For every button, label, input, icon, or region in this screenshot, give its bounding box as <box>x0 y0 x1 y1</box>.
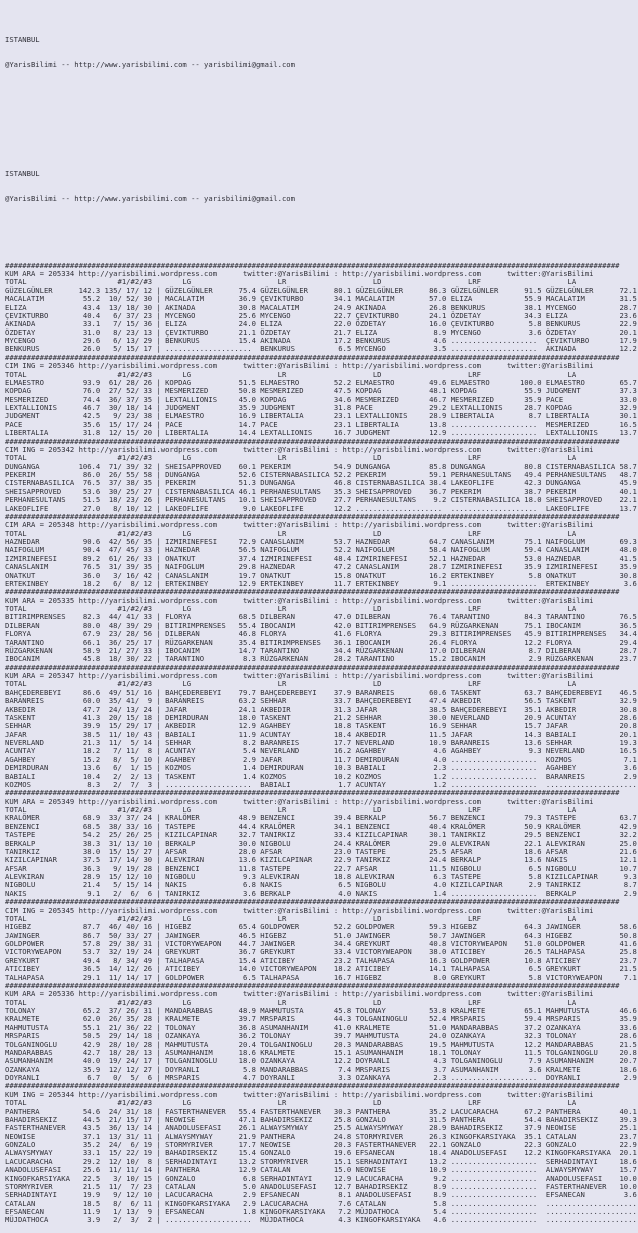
blank-line <box>5 220 638 228</box>
stats-row: NAKIS 9.1 2/ 6/ 6 | TANIRKIZ 3.6 BERKALP 4.0 NAKIS 1.4 .................... BERKALP 2.9 <box>5 888 637 898</box>
block-separator: ############################################################################################################################################## <box>5 587 620 597</box>
contact-line: @YarisBilimi -- http://www.yarisbilimi.com -- yarisbilimi@gmail.com <box>5 59 295 69</box>
block-separator: ############################################################################################################################################## <box>5 788 620 798</box>
stats-row: NEOWISE 37.1 13/ 31/ 11 | ALWAYSMYWAY 21.9 PANTHERA 24.8 STORMYRIVER 26.3 KINGOFKARSIYAKA 35.1 CATALAN 23.7 <box>5 1131 637 1141</box>
stats-row: ALWAYSMYWAY 33.1 15/ 22/ 19 | BAHADIRSEKIZ 15.4 GONZALO 19.6 EFSANECAN 18.4 ANADOLUSEFASI 12.2 KINGOFKARSIYAKA 20.1 <box>5 1148 637 1158</box>
stats-row: AGAHBEY 15.2 8/ 5/ 10 | AGAHBEY 2.9 JAFAR 11.7 DEMIRDURAN 4.0 .................... KOZMOS 7.1 <box>5 754 637 764</box>
stats-row: MYCENGO 29.6 6/ 13/ 29 | BENKURUS 15.4 AKINADA 17.2 BENKURUS 4.6 .................... ÇEVIKTURBO 17.9 <box>5 336 637 345</box>
stats-row: ALEVKIRAN 28.9 15/ 12/ 10 | NIGBOLU 9.3 ALEVKIRAN 18.8 ALEVKIRAN 6.3 TASTEPE 5.8 KIZILCAPINAR 9.3 <box>5 872 637 881</box>
stats-row: BAHADIRSEKIZ 44.5 21/ 15/ 17 | NEOWISE 47.1 BAHADIRSEKIZ 25.8 GONZALO 31.5 PANTHERA 54.4 BAHADIRSEKIZ 39.3 <box>5 1114 637 1124</box>
city-title: ISTANBUL <box>5 168 40 178</box>
stats-row: SERHADINTAYI 19.9 9/ 12/ 10 | LACUCARACHA 2.9 EFSANECAN 8.1 ANADOLUSEFASI 8.9 .................... EFSANECAN 3.6 <box>5 1190 637 1200</box>
stats-row: ELIZA 43.4 13/ 18/ 30 | AKINADA 30.8 MACALATIM 24.9 AKINADA 26.8 BENKURUS 38.1 MYCENGO 28.7 <box>5 302 637 312</box>
stats-row: IBOCANIM 45.8 18/ 30/ 22 | TARANTINO 8.3 RÜZGARKENAN 28.2 TARANTINO 15.2 IBOCANIM 2.9 RÜZGARKENAN 23.7 <box>5 654 637 664</box>
stats-row: ERTEKINBEY 18.2 6/ 8/ 12 | ERTEKINBEY 12.9 ERTEKINBEY 11.7 ERTEKINBEY 9.1 .................... ERTEKINBEY 3.6 <box>5 578 637 588</box>
race-blocks <box>5 262 638 1225</box>
stats-row: PERHANESULTANS 51.5 18/ 23/ 26 | PERHANESULTANS 10.1 SHEISAPPROVED 27.7 PERHANESULTANS 9.2 CISTERNABASILICA 18.0 SHEISAPPROVED 22.1 <box>5 495 637 505</box>
block-separator: ############################################################################################################################################## <box>5 511 620 521</box>
stats-row: ASUMANHANIM 40.0 19/ 24/ 17 | TOLGANINOGLU 18.0 OZANKAYA 12.2 DOYRANLI 4.3 TOLGANINOGLU 7.9 ASUMANHANIM 20.7 <box>5 1056 637 1066</box>
stats-row: OZANKAYA 35.9 12/ 12/ 27 | DOYRANLI 5.8 MANDARABBAS 7.4 MRSPARIS 3.7 ASUMANHANIM 3.6 KRALMETE 18.6 <box>5 1064 637 1074</box>
stats-row: VICTORYWEAPON 53.7 32/ 19/ 24 | GREYKURT 36.7 GREYKURT 33.4 VICTORYWEAPON 38.0 ATICIBEY 26.5 TALHAPASA 25.8 <box>5 947 637 957</box>
stats-row: LAKEOFLIFE 27.0 8/ 10/ 12 | LAKEOFLIFE 9.0 LAKEOFLIFE 12.2 .................... .................... LAKEOFLIFE 13.7 <box>5 503 637 513</box>
column-headers: TOTAL #1/#2/#3 LG LR LD LRF LA <box>5 369 577 379</box>
stats-row: FLORYA 67.9 23/ 28/ 56 | DILBERAN 46.8 FLORYA 41.6 FLORYA 29.3 BITIRIMPRENSES 45.9 BITIRIMPRENSES 34.4 <box>5 629 637 639</box>
column-headers: TOTAL #1/#2/#3 LG LR LD LRF LA <box>5 453 577 463</box>
stats-row: JAFAR 38.5 11/ 10/ 43 | BABIALI 11.9 ACUNTAY 18.4 AKBEDIR 11.5 JAFAR 14.3 BABIALI 20.1 <box>5 729 637 739</box>
stats-row: GONZALO 35.2 24/ 6/ 19 | STORMYRIVER 17.7 NEOWISE 20.3 FASTERTHANEVER 22.1 GONZALO 22.3 GONZALO 22.9 <box>5 1140 637 1149</box>
stats-row: GOLDPOWER 57.8 29/ 38/ 31 | VICTORYWEAPON 44.7 JAWINGER 34.4 GREYKURT 40.8 VICTORYWEAPON 51.0 GOLDPOWER 41.6 <box>5 939 637 948</box>
column-headers: TOTAL #1/#2/#3 LG LR LD LRF LA <box>5 997 577 1007</box>
stats-row: SHEISAPPROVED 53.6 30/ 25/ 27 | CISTERNABASILICA 46.1 PERHANESULTANS 35.3 SHEISAPPROVED 36.7 PEKERIM 38.7 PEKERIM 40.1 <box>5 486 637 496</box>
stats-row: JAWINGER 86.7 50/ 33/ 27 | JAWINGER 46.5 HIGEBZ 51.0 JAWINGER 50.7 JAWINGER 64.3 HIGEBZ 50.8 <box>5 930 637 940</box>
stats-row: BARANREIS 60.0 35/ 41/ 9 | BARANREIS 63.2 SEHHAR 33.7 BAHÇEDEREBEYI 47.4 AKBEDIR 56.5 TASKENT 32.9 <box>5 696 637 706</box>
block-separator: ############################################################################################################################################## <box>5 260 620 270</box>
stats-row: NIGBOLU 21.4 5/ 15/ 14 | NAKIS 6.8 NAKIS 6.5 NIGBOLU 4.0 KIZILCAPINAR 2.9 TANIRKIZ 8.7 <box>5 880 637 890</box>
block-separator: ############################################################################################################################################## <box>5 980 620 990</box>
block-header: CIM ARA = 205348 http://yarisbilimi.wordpress.com twitter:@YarisBilimi : http://yarisbilimi.wordpress.com twitter:@YarisBilimi <box>5 520 594 530</box>
blank-line <box>5 86 638 94</box>
stats-row: NEVERLAND 21.3 11/ 5/ 14 | SEHHAR 8.2 BARANREIS 17.7 NEVERLAND 10.9 BARANREIS 13.6 SEHHAR 19.3 <box>5 738 637 747</box>
column-headers: TOTAL #1/#2/#3 LG LR LD LRF LA <box>5 805 577 814</box>
stats-row: ACUNTAY 18.2 7/ 11/ 8 | ACUNTAY 5.4 NEVERLAND 16.2 AGAHBEY 4.6 AGAHBEY 9.3 NEVERLAND 16.5 <box>5 746 637 756</box>
stats-row: BERKALP 38.3 31/ 13/ 10 | BERKALP 30.0 NIGBOLU 24.4 KRALÖMER 29.0 ALEVKIRAN 22.1 ALEVKIRAN 25.0 <box>5 838 637 848</box>
stats-row: TOLONAY 65.2 37/ 26/ 31 | MANDARABBAS 48.9 MAHMUTUSTA 45.8 TOLONAY 53.8 KRALMETE 65.1 MAHMUTUSTA 46.6 <box>5 1006 637 1015</box>
letterhead-repeat <box>5 153 638 245</box>
stats-row: KINGOFKARSIYAKA 22.5 3/ 10/ 15 | GONZALO 6.8 SERHADINTAYI 12.9 LACUCARACHA 9.2 .................... ANADOLUSEFASI 10.0 <box>5 1173 637 1183</box>
stats-row: MANDARABBAS 42.7 18/ 28/ 13 | ASUMANHANIM 18.6 KRALMETE 15.1 ASUMANHANIM 18.1 TOLONAY 11.5 TOLGANINOGLU 20.8 <box>5 1047 637 1057</box>
block-header: KUM ARA = 205347 http://yarisbilimi.wordpress.com twitter:@YarisBilimi : http://yarisbilimi.wordpress.com twitter:@YarisBilimi <box>5 671 594 680</box>
stats-row: PANTHERA 54.6 24/ 31/ 18 | FASTERTHANEVER 55.4 FASTERTHANEVER 30.3 PANTHERA 35.2 LACUCARACHA 67.2 PANTHERA 40.1 <box>5 1106 637 1116</box>
block-header: KUM ARA = 205334 http://yarisbilimi.wordpress.com twitter:@YarisBilimi : http://yarisbilimi.wordpress.com twitter:@YarisBilimi <box>5 269 594 278</box>
stats-row: EFSANECAN 11.9 1/ 13/ 9 | EFSANECAN 1.8 KINGOFKARSIYAKA 7.2 MÜJDATHOCA 5.4 .................... ..................... <box>5 1207 637 1216</box>
stats-row: AFSAR 36.3 9/ 19/ 28 | BENZENCI 11.8 TASTEPE 22.7 AFSAR 11.5 NIGBOLU 6.5 NIGBOLU 10.7 <box>5 863 637 873</box>
stats-row: BABIALI 10.4 2/ 2/ 13 | TASKENT 1.4 KOZMOS 10.2 KOZMOS 1.2 .................... BARANREIS 2.9 <box>5 771 637 781</box>
stats-row: MESMERIZED 74.4 36/ 37/ 35 | LEXTALLIONIS 45.0 KOPDAG 34.6 MESMERIZED 46.7 MESMERIZED 35.9 PACE 33.0 <box>5 394 637 404</box>
stats-row: MRSPARIS 50.5 29/ 14/ 18 | OZANKAYA 36.2 TOLONAY 39.7 MAHMUTUSTA 24.0 OZANKAYA 32.3 TOLONAY 28.6 <box>5 1031 637 1041</box>
block-header: CIM ING = 205345 http://yarisbilimi.wordpress.com twitter:@YarisBilimi : http://yarisbilimi.wordpress.com twitter:@YarisBilimi <box>5 905 594 915</box>
stats-row: DOYRANLI 6.7 0/ 5/ 6 | MRSPARIS 4.7 DOYRANLI 3.3 OZANKAYA 2.3 .................... DOYRANLI 2.9 <box>5 1073 637 1082</box>
stats-row: CANASLANIM 76.5 31/ 39/ 35 | NAIFOGLUM 29.8 HAZNEDAR 47.2 CANASLANIM 28.7 IZMIRINEFESI 35.9 IZMIRINEFESI 35.9 <box>5 562 637 572</box>
stats-row: BENKURUS 26.0 5/ 15/ 17 | .................... BENKURUS 6.5 MYCENGO 3.5 .................... AKINADA 12.2 <box>5 344 637 354</box>
stats-row: TANIRKIZ 38.0 15/ 15/ 27 | AFSAR 28.0 AFSAR 23.0 TASTEPE 25.5 AFSAR 18.6 AFSAR 21.6 <box>5 846 637 856</box>
block-header: KUM ING = 205344 http://yarisbilimi.wordpress.com twitter:@YarisBilimi : http://yarisbilimi.wordpress.com twitter:@YarisBilimi <box>5 1089 594 1099</box>
stats-row: SEHHAR 39.9 15/ 29/ 17 | AKBEDIR 12.9 AGAHBEY 18.8 TASKENT 16.9 SEHHAR 15.7 JAFAR 20.8 <box>5 721 637 731</box>
stats-row: TALHAPASA 29.1 11/ 14/ 17 | GOLDPOWER 6.5 TALHAPASA 16.7 HIGEBZ 8.0 GREYKURT 5.8 VICTORYWEAPON 7.1 <box>5 972 637 982</box>
stats-row: MAHMUTUSTA 55.1 21/ 36/ 22 | TOLONAY 36.8 ASUMANHANIM 41.0 KRALMETE 51.0 MANDARABBAS 37.2 OZANKAYA 33.6 <box>5 1022 637 1032</box>
stats-row: GREYKURT 49.4 8/ 34/ 49 | TALHAPASA 15.4 ATICIBEY 23.2 TALHAPASA 16.3 GOLDPOWER 10.8 ATICIBEY 23.7 <box>5 955 637 965</box>
stats-row: CATALAN 18.5 8/ 6/ 11 | KINGOFKARSIYAKA 2.9 LACUCARACHA 7.6 CATALAN 5.8 .................... ..................... <box>5 1198 637 1208</box>
stats-row: ATICIBEY 36.5 14/ 12/ 26 | ATICIBEY 14.0 VICTORYWEAPON 18.2 ATICIBEY 14.1 TALHAPASA 6.5 GREYKURT 21.5 <box>5 964 637 974</box>
stats-row: AKINADA 33.1 7/ 15/ 36 | ELIZA 24.0 ELIZA 22.0 ÖZDETAY 16.0 ÇEVIKTURBO 5.8 BENKURUS 22.9 <box>5 319 637 329</box>
stats-row: NAIFOGLUM 90.4 47/ 45/ 33 | HAZNEDAR 56.5 NAIFOGLUM 52.2 NAIFOGLUM 58.4 NAIFOGLUM 59.4 CANASLANIM 48.0 <box>5 545 637 555</box>
column-headers: TOTAL #1/#2/#3 LG LR LD LRF LA <box>5 528 577 538</box>
stats-row: HIGEBZ 87.7 46/ 40/ 16 | HIGEBZ 65.4 GOLDPOWER 52.2 GOLDPOWER 59.3 HIGEBZ 64.3 JAWINGER 58.6 <box>5 922 637 932</box>
stats-row: ELMAESTRO 93.9 61/ 28/ 26 | KOPDAG 51.5 ELMAESTRO 52.2 ELMAESTRO 49.6 ELMAESTRO 100.0 ELMAESTRO 65.7 <box>5 377 637 387</box>
block-header: CIM ING = 205346 http://yarisbilimi.wordpress.com twitter:@YarisBilimi : http://yarisbilimi.wordpress.com twitter:@YarisBilimi <box>5 361 594 371</box>
stats-row: TOLGANINOGLU 42.9 28/ 10/ 28 | MAHMUTUSTA 20.4 TOLGANINOGLU 20.3 MANDARABBAS 19.5 MAHMUTUSTA 12.2 MANDARABBAS 21.5 <box>5 1039 637 1049</box>
stats-row: ÖZDETAY 31.0 8/ 23/ 13 | ÇEVIKTURBO 21.1 ÖZDETAY 21.7 ELIZA 8.9 MYCENGO 3.6 ÖZDETAY 20.1 <box>5 327 637 337</box>
stats-row: DUNGANGA 106.4 71/ 39/ 32 | SHEISAPPROVED 60.1 PEKERIM 54.9 DUNGANGA 85.8 DUNGANGA 80.8 CISTERNABASILICA 58.7 <box>5 461 637 471</box>
block-header: CIM ING = 205342 http://yarisbilimi.wordpress.com twitter:@YarisBilimi : http://yarisbilimi.wordpress.com twitter:@YarisBilimi <box>5 444 594 454</box>
stats-row: LACUCARACHA 29.2 12/ 10/ 8 | SERHADINTAYI 13.2 STORMYRIVER 15.1 SERHADINTAYI 13.2 .................... SERHADINTAYI 18.6 <box>5 1156 637 1166</box>
stats-row: TARANTINO 66.1 36/ 25/ 17 | RÜZGARKENAN 35.4 BITIRIMPRENSES 36.1 IBOCANIM 26.4 FLORYA 12.2 FLORYA 29.4 <box>5 637 637 647</box>
stats-row: AKBEDIR 47.7 24/ 13/ 24 | JAFAR 24.1 AKBEDIR 31.3 JAFAR 38.5 BAHÇEDEREBEYI 35.1 AKBEDIR 30.8 <box>5 704 637 714</box>
stats-row: MACALATIM 55.2 10/ 52/ 30 | MACALATIM 36.9 ÇEVIKTURBO 34.1 MACALATIM 57.0 ELIZA 55.9 MACALATIM 31.5 <box>5 294 637 304</box>
stats-row: RÜZGARKENAN 58.9 21/ 27/ 33 | IBOCANIM 14.7 TARANTINO 34.4 RÜZGARKENAN 17.0 DILBERAN 8.7 DILBERAN 28.7 <box>5 645 637 655</box>
stats-row: TASTEPE 54.2 25/ 26/ 25 | KIZILCAPINAR 32.7 TANIRKIZ 33.4 KIZILCAPINAR 30.1 TANIRKIZ 29.5 BENZENCI 32.2 <box>5 830 637 840</box>
block-separator: ############################################################################################################################################## <box>5 662 620 672</box>
column-headers: TOTAL #1/#2/#3 LG LR LD LRF LA <box>5 679 577 689</box>
stats-row: DEMIRDURAN 13.6 6/ 1/ 15 | KOZMOS 1.4 DEMIRDURAN 10.3 BABIALI 2.3 .................... AGAHBEY 3.6 <box>5 763 637 773</box>
column-headers: TOTAL #1/#2/#3 LG LR LD LRF LA <box>5 1098 577 1108</box>
block-separator: ############################################################################################################################################## <box>5 1081 620 1091</box>
block-header: KUM ARA = 205349 http://yarisbilimi.wordpress.com twitter:@YarisBilimi : http://yarisbilimi.wordpress.com twitter:@YarisBilimi <box>5 796 594 806</box>
stats-row: BITIRIMPRENSES 82.3 44/ 41/ 33 | FLORYA 68.5 DILBERAN 47.0 DILBERAN 76.4 TARANTINO 84.3 TARANTINO 76.5 <box>5 612 637 622</box>
stats-row: TASKENT 41.3 20/ 15/ 18 | DEMIRDURAN 18.0 TASKENT 21.2 SEHHAR 30.0 NEVERLAND 20.9 ACUNTAY 28.6 <box>5 712 637 722</box>
city-title: ISTANBUL <box>5 34 40 44</box>
letterhead-top <box>5 19 638 136</box>
stats-row: HAZNEDAR 90.6 42/ 56/ 35 | IZMIRINEFESI 72.9 CANASLANIM 53.7 HAZNEDAR 64.7 CANASLANIM 75.1 NAIFOGLUM 69.3 <box>5 537 637 546</box>
stats-row: STORMYRIVER 21.5 11/ 7/ 23 | CATALAN 5.0 ANADOLUSEFASI 12.7 BAHADIRSEKIZ 8.9 .................... FASTERTHANEVER 10.0 <box>5 1181 637 1191</box>
stats-row: BENZENCI 68.5 38/ 33/ 16 | TASTEPE 44.4 KRALÖMER 34.1 BENZENCI 40.4 KRALÖMER 50.9 KRALÖMER 42.9 <box>5 821 637 831</box>
stats-row: KRALÖMER 68.9 33/ 37/ 24 | KRALÖMER 48.9 BENZENCI 39.4 BERKALP 56.7 BENZENCI 79.3 TASTEPE 63.7 <box>5 813 637 823</box>
stats-row: PACE 35.6 15/ 17/ 24 | PACE 14.7 PACE 23.1 LIBERTALIA 13.8 .................... MESMERIZED 16.5 <box>5 419 637 429</box>
stats-row: ANADOLUSEFASI 25.6 11/ 11/ 14 | PANTHERA 12.9 CATALAN 15.0 NEOWISE 10.9 .................... ALWAYSMYWAY 15.7 <box>5 1165 637 1175</box>
blank-line <box>5 111 638 119</box>
block-separator: ############################################################################################################################################## <box>5 436 620 446</box>
block-separator: ############################################################################################################################################## <box>5 352 620 362</box>
stats-row: JUDGMENT 42.5 9/ 23/ 38 | ELMAESTRO 16.9 LIBERTALIA 23.1 LEXTALLIONIS 28.9 LIBERTALIA 8.7 LIBERTALIA 30.1 <box>5 411 637 421</box>
contact-line: @YarisBilimi -- http://www.yarisbilimi.com -- yarisbilimi@gmail.com <box>5 193 295 203</box>
column-headers: TOTAL #1/#2/#3 LG LR LD LRF LA <box>5 913 577 923</box>
stats-row: FASTERTHANEVER 43.5 36/ 13/ 14 | ANADOLUSEFASI 26.1 ALWAYSMYWAY 25.5 ALWAYSMYWAY 28.9 BAHADIRSEKIZ 37.9 NEOWISE 25.1 <box>5 1123 637 1133</box>
stats-row: KOZMOS 8.3 2/ 7/ 3 | .................... BABIALI 1.7 ACUNTAY 1.2 .................... ..................... <box>5 779 637 789</box>
stats-row: DILBERAN 80.0 48/ 39/ 29 | BITIRIMPRENSES 55.4 IBOCANIM 42.0 BITIRIMPRENSES 64.9 RÜZGARKENAN 75.1 IBOCANIM 36.5 <box>5 620 637 630</box>
block-header: KUM ARA = 205335 http://yarisbilimi.wordpress.com twitter:@YarisBilimi : http://yarisbilimi.wordpress.com twitter:@YarisBilimi <box>5 595 594 605</box>
stats-row: ONATKUT 36.0 3/ 16/ 42 | CANASLANIM 19.7 ONATKUT 15.8 ONATKUT 16.2 ERTEKINBEY 5.8 ONATKUT 30.8 <box>5 570 637 580</box>
stats-row: IZMIRINEFESI 89.2 61/ 26/ 33 | ONATKUT 37.4 IZMIRINEFESI 48.4 IZMIRINEFESI 52.1 HAZNEDAR 53.0 HAZNEDAR 41.5 <box>5 553 637 563</box>
stats-row: PEKERIM 86.0 26/ 55/ 58 | DUNGANGA 52.6 CISTERNABASILICA 52.2 PEKERIM 59.1 PERHANESULTANS 49.4 PERHANESULTANS 48.7 <box>5 470 637 479</box>
stats-row: KRALMETE 62.0 26/ 35/ 28 | KRALMETE 39.7 MRSPARIS 44.3 TOLGANINOGLU 52.4 MRSPARIS 59.4 MRSPARIS 35.9 <box>5 1014 637 1024</box>
block-separator: ############################################################################################################################################## <box>5 897 620 907</box>
column-headers: TOTAL #1/#2/#3 LG LR LD LRF LA <box>5 277 577 287</box>
block-header: KUM ARA = 205336 http://yarisbilimi.wordpress.com twitter:@YarisBilimi : http://yarisbilimi.wordpress.com twitter:@YarisBilimi <box>5 989 594 999</box>
column-headers: TOTAL #1/#2/#3 LG LR LD LRF LA <box>5 604 577 613</box>
stats-row: LEXTALLIONIS 46.7 30/ 18/ 14 | JUDGMENT 35.9 JUDGMENT 31.8 PACE 29.2 LEXTALLIONIS 28.7 KOPDAG 32.9 <box>5 403 637 412</box>
stats-row: GÜZELGÜNLER 142.3 135/ 17/ 12 | GÜZELGÜNLER 75.4 GÜZELGÜNLER 80.1 GÜZELGÜNLER 86.3 GÜZELGÜNLER 91.5 GÜZELGÜNLER 72.1 <box>5 285 637 295</box>
stats-row: LIBERTALIA 31.8 12/ 15/ 20 | LIBERTALIA 14.4 LEXTALLIONIS 16.7 JUDGMENT 12.9 .................... LEXTALLIONIS 13.7 <box>5 428 637 438</box>
stats-row: ÇEVIKTURBO 40.4 6/ 37/ 23 | MYCENGO 25.6 MYCENGO 22.7 ÇEVIKTURBO 24.1 ÖZDETAY 34.3 ELIZA 23.6 <box>5 310 637 320</box>
stats-row: CISTERNABASILICA 76.5 37/ 38/ 35 | PEKERIM 51.3 DUNGANGA 46.8 CISTERNABASILICA 38.4 LAKEOFLIFE 42.3 DUNGANGA 45.9 <box>5 478 637 488</box>
stats-row: MÜJDATHOCA 3.9 2/ 3/ 2 | .................... MÜJDATHOCA 4.3 KINGOFKARSIYAKA 4.6 .................... ..................... <box>5 1215 637 1225</box>
stats-row: BAHÇEDEREBEYI 86.6 49/ 51/ 16 | BAHÇEDEREBEYI 79.7 BAHÇEDEREBEYI 37.9 BARANREIS 60.6 TASKENT 63.7 BAHÇEDEREBEYI 46.5 <box>5 687 637 697</box>
stats-row: KOPDAG 76.0 27/ 52/ 33 | MESMERIZED 50.8 MESMERIZED 47.5 KOPDAG 48.1 KOPDAG 55.9 JUDGMENT 37.3 <box>5 386 637 396</box>
stats-row: KIZILCAPINAR 37.5 17/ 14/ 30 | ALEVKIRAN 13.6 KIZILCAPINAR 22.9 TANIRKIZ 24.4 BERKALP 13.6 NAKIS 12.1 <box>5 855 637 865</box>
